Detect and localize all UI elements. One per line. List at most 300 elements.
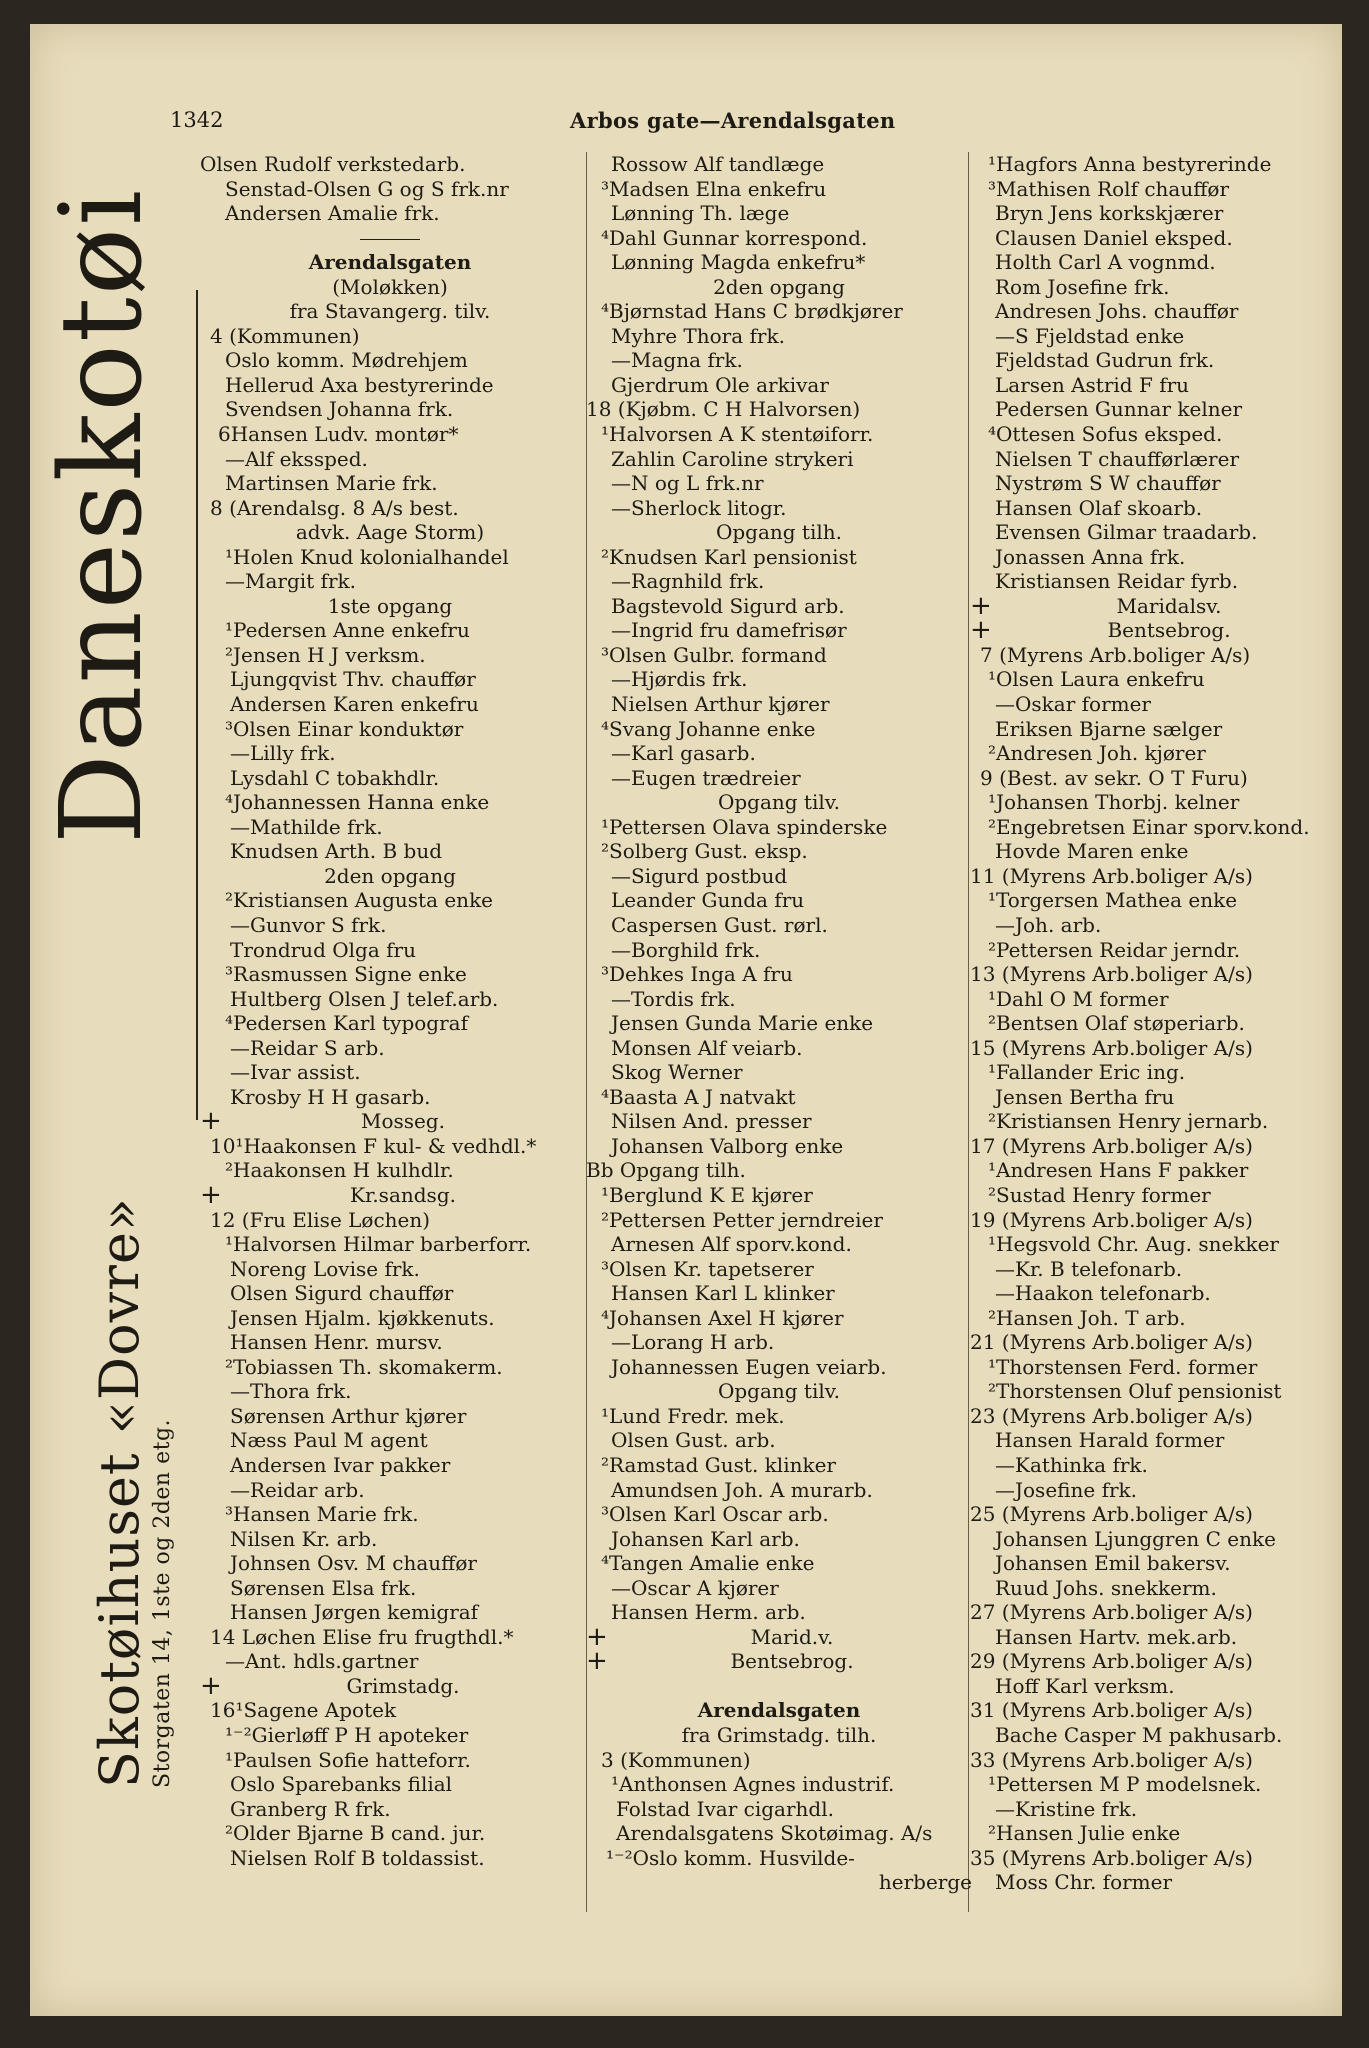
directory-entry — [200, 1060, 580, 1085]
advertisement-rule — [196, 290, 198, 1120]
entry-text: ¹Halvorsen Hilmar barberforr. — [225, 1232, 532, 1257]
page-number: 1342 — [170, 108, 224, 132]
directory-entry — [586, 938, 972, 963]
directory-entry — [200, 422, 580, 447]
directory-entry — [970, 520, 1342, 545]
directory-entry — [200, 913, 580, 938]
directory-entry — [970, 913, 1342, 938]
entry-text: Olsen Gust. arb. — [611, 1428, 776, 1453]
entry-text: ²Engebretsen Einar sporv.kond. — [988, 814, 1310, 839]
directory-entry — [970, 1281, 1342, 1306]
directory-entry — [200, 1748, 580, 1773]
entry-text: —Lilly frk. — [230, 741, 336, 766]
entry-text: herberge — [878, 1870, 972, 1895]
page-header — [30, 94, 1342, 134]
directory-entry — [200, 177, 580, 202]
entry-text: Bentsebrog. — [730, 1649, 854, 1674]
entry-text: ¹⁻²Oslo komm. Husvilde- — [606, 1845, 855, 1870]
section-heading — [586, 1698, 972, 1723]
directory-entry — [586, 1502, 972, 1527]
directory-entry — [970, 1306, 1342, 1331]
entry-text: ⁴Bjørnstad Hans C brødkjører — [601, 299, 903, 324]
directory-entry — [586, 766, 972, 791]
entry-text: —Ragnhild frk. — [611, 569, 765, 594]
cross-icon: + — [200, 1179, 222, 1210]
entry-text: ²Hansen Joh. T arb. — [988, 1305, 1186, 1330]
entry-text: —Kr. B telefonarb. — [995, 1256, 1183, 1281]
directory-entry — [586, 177, 972, 202]
entry-text: Clausen Daniel eksped. — [995, 225, 1233, 250]
entry-text: 13 (Myrens Arb.boliger A/s) — [970, 962, 1253, 987]
entry-text: Opgang tilv. — [717, 790, 841, 815]
directory-entry — [586, 152, 972, 177]
section-heading — [200, 275, 580, 300]
entry-text: Hansen Jørgen kemigraf — [230, 1600, 479, 1625]
entry-text: —Ingrid fru damefrisør — [611, 618, 847, 643]
directory-entry — [200, 1036, 580, 1061]
directory-entry — [586, 1109, 972, 1134]
cross-icon: + — [970, 590, 992, 621]
entry-text: Arendalsgatens Skotøimag. A/s — [616, 1821, 933, 1846]
directory-entry — [586, 1257, 972, 1282]
entry-text: —Sherlock litogr. — [611, 495, 787, 520]
directory-entry — [970, 152, 1342, 177]
entry-text: 21 (Myrens Arb.boliger A/s) — [970, 1330, 1253, 1355]
directory-entry — [586, 496, 972, 521]
entry-text: Folstad Ivar cigarhdl. — [616, 1796, 834, 1821]
directory-entry — [586, 1821, 972, 1846]
directory-entry — [586, 962, 972, 987]
entry-text: Lønning Magda enkefru* — [611, 250, 866, 275]
directory-entry — [970, 324, 1342, 349]
entry-text: ⁴Baasta A J natvakt — [601, 1084, 796, 1109]
directory-entry — [970, 1011, 1342, 1036]
entry-text: Jensen Gunda Marie enke — [611, 1011, 874, 1036]
directory-entry — [586, 1183, 972, 1208]
directory-entry — [200, 1478, 580, 1503]
entry-text: Moss Chr. former — [995, 1870, 1173, 1895]
directory-entry — [200, 397, 580, 422]
directory-entry — [200, 1011, 580, 1036]
directory-entry — [970, 1576, 1342, 1601]
directory-column-3 — [970, 152, 1342, 1895]
directory-entry — [586, 348, 972, 373]
entry-text: Maridalsv. — [1116, 593, 1222, 618]
directory-entry — [970, 1797, 1342, 1822]
directory-entry — [200, 152, 580, 177]
directory-entry — [970, 1748, 1342, 1773]
directory-entry — [970, 1404, 1342, 1429]
entry-text: —Hjørdis frk. — [611, 667, 748, 692]
entry-text: fra Stavangerg. tilv. — [289, 299, 491, 324]
directory-entry — [200, 373, 580, 398]
directory-entry — [586, 913, 972, 938]
entry-text: 35 (Myrens Arb.boliger A/s) — [970, 1845, 1253, 1870]
entry-text: —Thora frk. — [230, 1379, 352, 1404]
directory-entry — [970, 815, 1342, 840]
directory-entry — [586, 888, 972, 913]
directory-entry — [970, 1183, 1342, 1208]
entry-text: ²Haakonsen H kulhdlr. — [225, 1158, 454, 1183]
entry-text: 25 (Myrens Arb.boliger A/s) — [970, 1502, 1253, 1527]
entry-text: Opgang tilh. — [715, 520, 843, 545]
directory-entry — [200, 962, 580, 987]
entry-text: —Reidar S arb. — [230, 1035, 385, 1060]
directory-entry — [200, 1379, 580, 1404]
directory-entry — [586, 1527, 972, 1552]
entry-text: Lysdahl C tobakhdlr. — [230, 765, 440, 790]
directory-entry — [586, 1404, 972, 1429]
entry-text: 16¹Sagene Apotek — [210, 1698, 397, 1723]
directory-entry — [970, 692, 1342, 717]
entry-text: Johansen Emil bakersv. — [995, 1551, 1231, 1576]
section-heading — [200, 250, 580, 275]
cross-icon: + — [200, 1106, 222, 1137]
directory-entry — [200, 1576, 580, 1601]
cross-icon: + — [586, 1646, 608, 1677]
directory-entry — [586, 471, 972, 496]
entry-text: ³Olsen Karl Oscar arb. — [601, 1502, 829, 1527]
entry-text: ⁴Pedersen Karl typograf — [225, 1011, 468, 1036]
entry-text: Kr.sandsg. — [350, 1182, 456, 1207]
entry-text: Nilsen And. presser — [611, 1109, 812, 1134]
entry-text: Leander Gunda fru — [611, 888, 805, 913]
entry-text: Sørensen Arthur kjører — [230, 1403, 467, 1428]
directory-entry — [200, 766, 580, 791]
directory-entry — [970, 1453, 1342, 1478]
entry-text: Noreng Lovise frk. — [230, 1256, 420, 1281]
directory-entry — [970, 545, 1342, 570]
entry-text: ⁴Tangen Amalie enke — [601, 1551, 815, 1576]
directory-entry — [586, 1453, 972, 1478]
entry-text: —Alf ekssped. — [225, 446, 368, 471]
section-heading — [200, 864, 580, 889]
section-heading — [586, 520, 972, 545]
entry-text: Sørensen Elsa frk. — [230, 1575, 417, 1600]
entry-text: Holth Carl A vognmd. — [995, 250, 1216, 275]
directory-entry — [200, 618, 580, 643]
entry-text: ¹Andresen Hans F pakker — [988, 1158, 1249, 1183]
advertisement-shop-name: Skotøihuset «Dovre» — [88, 1197, 151, 1788]
directory-entry — [970, 1355, 1342, 1380]
entry-text: —Tordis frk. — [611, 986, 736, 1011]
entry-text: 1ste opgang — [327, 593, 453, 618]
entry-text: —N og L frk.nr — [611, 471, 764, 496]
directory-entry — [970, 1870, 1342, 1895]
directory-entry — [200, 790, 580, 815]
entry-text: ⁴Johannessen Hanna enke — [225, 790, 490, 815]
entry-text: Hultberg Olsen J telef.arb. — [230, 986, 499, 1011]
directory-entry — [586, 717, 972, 742]
entry-text: Arendalsgaten — [697, 1698, 861, 1723]
directory-entry — [970, 1600, 1342, 1625]
directory-entry — [200, 1085, 580, 1110]
entry-text: ¹Torgersen Mathea enke — [988, 888, 1238, 913]
entry-text: 8 (Arendalsg. 8 A/s best. — [210, 495, 459, 520]
entry-text: ¹Paulsen Sofie hatteforr. — [225, 1747, 471, 1772]
directory-entry — [586, 1846, 972, 1871]
entry-text: Bentsebrog. — [1107, 618, 1231, 643]
directory-entry — [970, 569, 1342, 594]
entry-text: ²Solberg Gust. eksp. — [601, 839, 808, 864]
section-heading — [586, 1723, 972, 1748]
directory-entry — [200, 1306, 580, 1331]
directory-entry — [586, 447, 972, 472]
directory-entry — [200, 987, 580, 1012]
directory-entry — [970, 987, 1342, 1012]
entry-text: ²Jensen H J verksm. — [225, 642, 426, 667]
entry-text: ¹Anthonsen Agnes industrif. — [611, 1772, 895, 1797]
entry-text: 17 (Myrens Arb.boliger A/s) — [970, 1133, 1253, 1158]
entry-text: 31 (Myrens Arb.boliger A/s) — [970, 1698, 1253, 1723]
entry-text: ¹Berglund K E kjører — [601, 1182, 813, 1207]
entry-text: —Oskar former — [995, 692, 1151, 717]
directory-entry — [586, 1134, 972, 1159]
entry-text: Senstad-Olsen G og S frk.nr — [225, 176, 509, 201]
directory-entry — [970, 1723, 1342, 1748]
directory-entry — [200, 1698, 580, 1723]
directory-entry — [586, 643, 972, 668]
entry-text: —S Fjeldstad enke — [995, 323, 1185, 348]
entry-text: ³Dehkes Inga A fru — [601, 962, 793, 987]
directory-entry — [970, 717, 1342, 742]
entry-text: 27 (Myrens Arb.boliger A/s) — [970, 1600, 1253, 1625]
directory-entry — [970, 1625, 1342, 1650]
entry-text: ¹Fallander Eric ing. — [988, 1060, 1186, 1085]
section-heading — [586, 1379, 972, 1404]
cross-street-marker — [200, 1670, 580, 1701]
running-head: Arbos gate—Arendalsgaten — [570, 108, 896, 133]
directory-entry — [586, 201, 972, 226]
entry-text: —Joh. arb. — [995, 912, 1102, 937]
divider-rule — [360, 239, 420, 240]
directory-entry — [200, 1134, 580, 1159]
entry-text: ¹Pedersen Anne enkefru — [225, 618, 470, 643]
entry-text: ¹⁻²Gierløff P H apoteker — [225, 1723, 469, 1747]
directory-entry — [970, 741, 1342, 766]
directory-entry — [200, 1723, 580, 1748]
entry-text: 3 (Kommunen) — [601, 1747, 751, 1772]
directory-entry — [200, 447, 580, 472]
entry-text: 29 (Myrens Arb.boliger A/s) — [970, 1649, 1253, 1674]
directory-entry — [970, 1698, 1342, 1723]
directory-entry — [586, 422, 972, 447]
entry-text: Bb Opgang tilh. — [586, 1158, 746, 1183]
cross-street-marker — [970, 615, 1342, 646]
entry-text: Oslo komm. Mødrehjem — [225, 348, 468, 373]
entry-text: 19 (Myrens Arb.boliger A/s) — [970, 1207, 1253, 1232]
directory-entry — [586, 1232, 972, 1257]
directory-entry — [200, 643, 580, 668]
directory-entry — [586, 324, 972, 349]
entry-text: Bagstevold Sigurd arb. — [611, 593, 845, 618]
entry-text: Jensen Bertha fru — [995, 1084, 1175, 1109]
entry-text: ²Sustad Henry former — [988, 1182, 1211, 1207]
directory-entry — [200, 1625, 580, 1650]
entry-text: Næss Paul M agent — [230, 1428, 428, 1453]
directory-entry — [970, 1428, 1342, 1453]
entry-text: —Haakon telefonarb. — [995, 1281, 1211, 1306]
entry-text: Amundsen Joh. A murarb. — [611, 1477, 873, 1502]
directory-entry — [586, 1797, 972, 1822]
directory-entry — [586, 1600, 972, 1625]
entry-text: —Ivar assist. — [230, 1060, 361, 1085]
directory-entry — [970, 422, 1342, 447]
entry-text: ¹Halvorsen A K stentøiforr. — [601, 422, 874, 447]
cross-street-marker — [200, 1106, 580, 1137]
entry-text: Larsen Astrid F fru — [995, 372, 1190, 397]
directory-entry — [970, 839, 1342, 864]
entry-text: Andersen Amalie frk. — [225, 201, 440, 226]
entry-text: Andresen Johs. chauffør — [995, 299, 1239, 324]
directory-entry — [970, 226, 1342, 251]
entry-text: ³Madsen Elna enkefru — [601, 176, 827, 201]
entry-text: Rom Josefine frk. — [995, 274, 1170, 299]
directory-entry — [200, 348, 580, 373]
directory-entry — [200, 471, 580, 496]
directory-column-1 — [200, 152, 580, 1870]
directory-entry — [970, 790, 1342, 815]
directory-entry — [586, 1060, 972, 1085]
directory-entry — [586, 1674, 972, 1699]
entry-text: Hansen Henr. mursv. — [230, 1330, 443, 1355]
entry-text: Arnesen Alf sporv.kond. — [611, 1232, 852, 1257]
directory-entry — [970, 177, 1342, 202]
entry-text: 9 (Best. av sekr. O T Furu) — [980, 765, 1248, 790]
directory-entry — [586, 1330, 972, 1355]
entry-text: Ljungqvist Thv. chauffør — [230, 667, 476, 692]
entry-text: ³Mathisen Rolf chauffør — [988, 176, 1230, 201]
entry-text: ¹Thorstensen Ferd. former — [988, 1354, 1258, 1379]
entry-text: Johansen Ljunggren C enke — [995, 1526, 1276, 1551]
directory-entry — [200, 1208, 580, 1233]
entry-text: 23 (Myrens Arb.boliger A/s) — [970, 1403, 1253, 1428]
entry-text: ¹Pettersen M P modelsnek. — [988, 1772, 1262, 1797]
directory-entry — [586, 1355, 972, 1380]
entry-text: ³Olsen Gulbr. formand — [601, 642, 827, 667]
directory-entry — [586, 1011, 972, 1036]
directory-entry — [586, 569, 972, 594]
directory-entry — [586, 741, 972, 766]
directory-entry — [200, 1649, 580, 1674]
directory-entry — [200, 1428, 580, 1453]
directory-entry — [200, 545, 580, 570]
section-heading — [200, 594, 580, 619]
entry-text: Myhre Thora frk. — [611, 323, 785, 348]
directory-entry — [586, 594, 972, 619]
entry-text: Johnsen Osv. M chauffør — [230, 1551, 477, 1576]
entry-text: Rossow Alf tandlæge — [611, 152, 825, 176]
entry-text: ²Ramstad Gust. klinker — [601, 1452, 836, 1477]
entry-text: 12 (Fru Elise Løchen) — [210, 1207, 431, 1232]
directory-entry — [970, 1772, 1342, 1797]
directory-entry — [586, 815, 972, 840]
directory-entry — [970, 275, 1342, 300]
entry-text: Johansen Valborg enke — [611, 1133, 844, 1158]
directory-entry — [970, 447, 1342, 472]
entry-text: Nystrøm S W chauffør — [995, 471, 1221, 496]
entry-text: Johannessen Eugen veiarb. — [611, 1354, 887, 1379]
directory-entry — [970, 1551, 1342, 1576]
entry-text: Trondrud Olga fru — [230, 937, 416, 962]
entry-text: ¹Hegsvold Chr. Aug. snekker — [988, 1232, 1279, 1257]
directory-entry — [970, 1846, 1342, 1871]
entry-text: Hansen Olaf skoarb. — [995, 495, 1203, 520]
directory-entry — [586, 987, 972, 1012]
section-heading — [200, 299, 580, 324]
directory-entry — [200, 201, 580, 226]
entry-text: —Karl gasarb. — [611, 741, 756, 766]
entry-text: Jonassen Anna frk. — [995, 544, 1186, 569]
entry-text: Hovde Maren enke — [995, 839, 1189, 864]
entry-text: 18 (Kjøbm. C H Halvorsen) — [586, 397, 861, 422]
entry-text: Ruud Johs. snekkerm. — [995, 1575, 1217, 1600]
entry-text: Oslo Sparebanks filial — [230, 1772, 453, 1797]
directory-entry — [200, 888, 580, 913]
entry-text: Hansen Herm. arb. — [611, 1600, 806, 1625]
cross-icon: + — [586, 1621, 608, 1652]
advertisement-address: Storgaten 14, 1ste og 2den etg. — [150, 1418, 175, 1788]
entry-text: Nilsen Kr. arb. — [230, 1526, 378, 1551]
entry-text: Hellerud Axa bestyrerinde — [225, 372, 494, 397]
directory-entry — [970, 397, 1342, 422]
directory-entry — [200, 324, 580, 349]
cross-icon: + — [200, 1670, 222, 1701]
entry-text: 4 (Kommunen) — [210, 323, 360, 348]
entry-text: ³Olsen Kr. tapetserer — [601, 1256, 814, 1281]
cross-street-marker — [200, 1179, 580, 1210]
entry-text: —Ant. hdls.gartner — [225, 1649, 419, 1674]
entry-text: 7 (Myrens Arb.boliger A/s) — [980, 642, 1251, 667]
entry-text: Olsen Rudolf verkstedarb. — [200, 152, 466, 176]
entry-text: Bache Casper M pakhusarb. — [995, 1723, 1283, 1747]
directory-entry — [970, 1379, 1342, 1404]
directory-entry — [970, 1257, 1342, 1282]
entry-text: —Margit frk. — [225, 569, 356, 594]
directory-entry — [970, 1036, 1342, 1061]
entry-text: ¹Johansen Thorbj. kelner — [988, 790, 1240, 815]
section-heading — [586, 790, 972, 815]
directory-entry — [200, 815, 580, 840]
entry-text: ¹Olsen Laura enkefru — [988, 667, 1205, 692]
entry-text: Hansen Harald former — [995, 1428, 1225, 1453]
entry-text: ²Pettersen Petter jerndreier — [601, 1207, 883, 1232]
entry-text: ²Older Bjarne B cand. jur. — [225, 1821, 486, 1846]
directory-entry — [970, 201, 1342, 226]
directory-entry — [200, 1600, 580, 1625]
advertisement-brand-block — [37, 24, 167, 844]
directory-entry — [586, 1306, 972, 1331]
entry-text: —Sigurd postbud — [611, 863, 788, 888]
entry-text: ²Tobiassen Th. skomakerm. — [225, 1354, 503, 1379]
directory-entry — [200, 741, 580, 766]
entry-text: Monsen Alf veiarb. — [611, 1035, 803, 1060]
directory-column-2 — [586, 152, 972, 1895]
entry-text: ²Thorstensen Oluf pensionist — [988, 1379, 1282, 1404]
directory-entry — [970, 1109, 1342, 1134]
directory-entry — [586, 1748, 972, 1773]
entry-text: Opgang tilv. — [717, 1379, 841, 1404]
entry-text: 14 Løchen Elise fru frugthdl.* — [210, 1624, 514, 1649]
directory-entry — [200, 692, 580, 717]
entry-text: ²Hansen Julie enke — [988, 1821, 1181, 1846]
section-heading — [200, 520, 580, 545]
entry-text: —Lorang H arb. — [611, 1330, 775, 1355]
directory-entry — [586, 1208, 972, 1233]
entry-text: ³Hansen Marie frk. — [225, 1502, 419, 1527]
directory-entry — [970, 496, 1342, 521]
directory-entry — [970, 962, 1342, 987]
